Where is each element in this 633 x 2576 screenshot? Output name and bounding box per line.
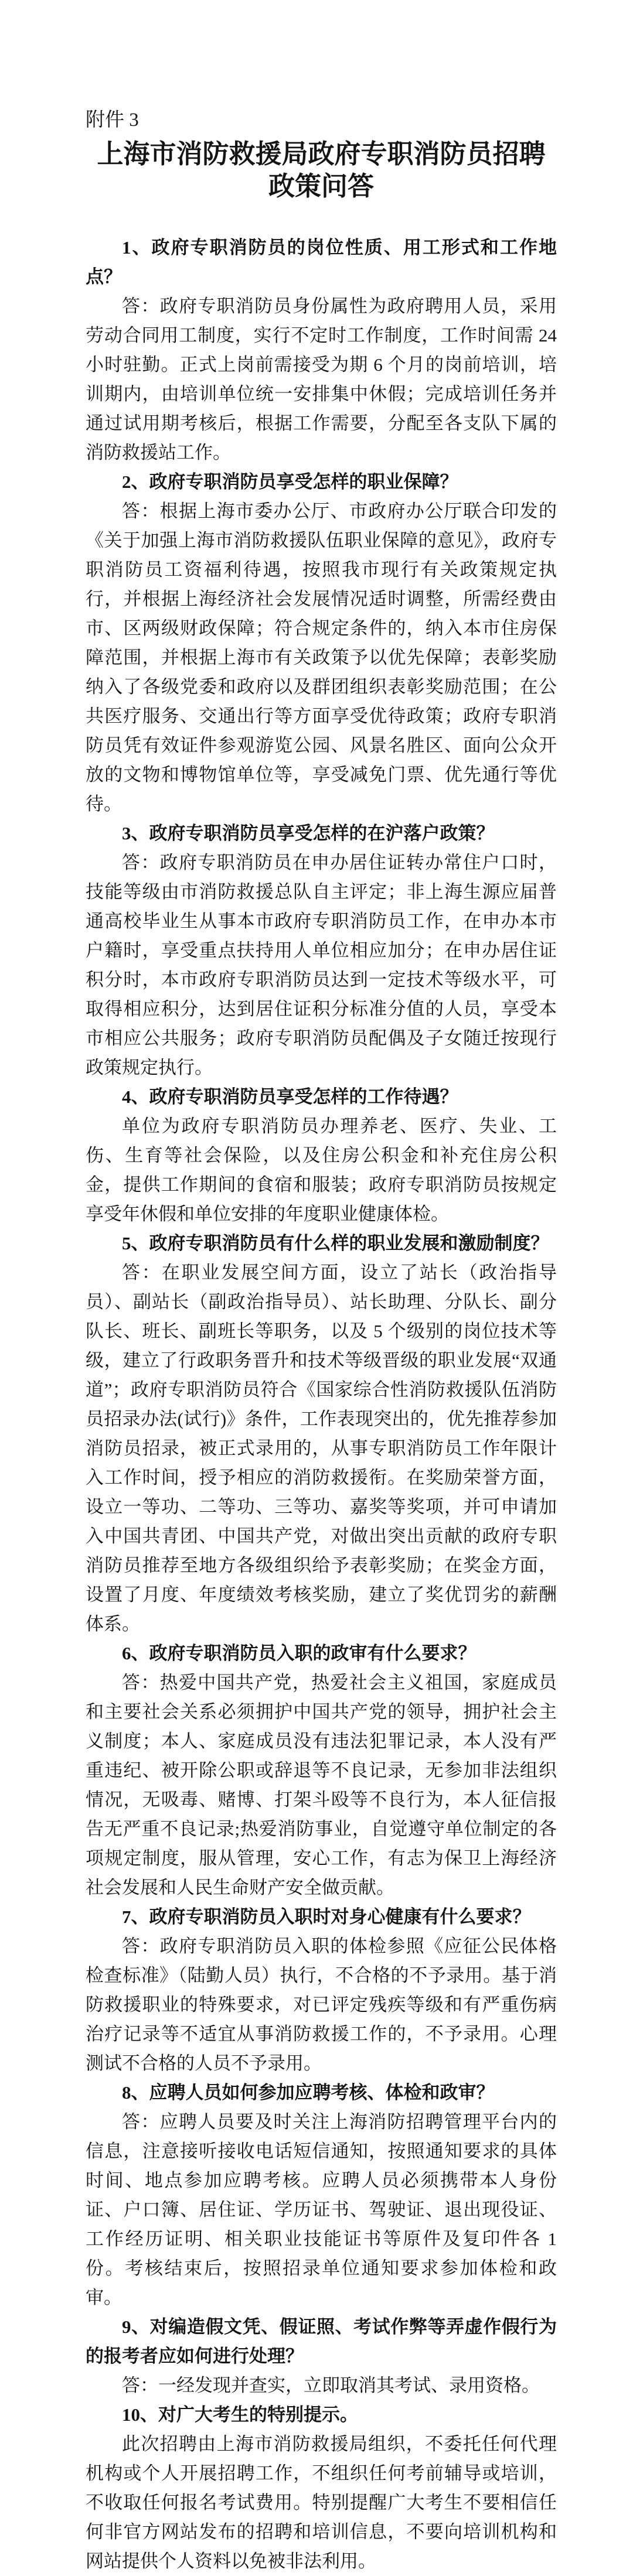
answer-paragraph: 答：一经发现并查实，立即取消其考试、录用资格。 (122, 2375, 540, 2396)
answer-paragraph: 答：在职业发展空间方面，设立了站长（政治指导员）、副站长（副政治指导员）、站长助理、分队长、副分队长、班长、副班长等职务，以及 5 个级别的岗位技术等级，建立了行政职务晋升和技术等级晋级的职业发展“双通道”；政府专职消防员符合《国家综合性消防救援队伍消防员招录办法(试行)》条件，工作表现突出的，优先推荐参加消防员招录，被正式录用的，从事专职消防员工作年限计入工作时间，授予相应的消防救援衔。在奖励荣誉方面，设立一等功、二等功、三等功、嘉奖等奖项，并可申请加入中国共青团、中国共产党，对做出突出贡献的政府专职消防员推荐至地方各级组织给予表彰奖励；在奖金方面，设置了月度、年度绩效考核奖励，建立了奖优罚劣的薪酬体系。 (86, 1262, 557, 1634)
answer-paragraph: 答：根据上海市委办公厅、市政府办公厅联合印发的《关于加强上海市消防救援队伍职业保障的意见》，政府专职消防员工资福利待遇，按照我市现行有关政策规定执行，并根据上海经济社会发展情况适时调整，所需经费由市、区两级财政保障；符合规定条件的，纳入本市住房保障范围，并根据上海市有关政策予以优先保障；表彰奖励纳入了各级党委和政府以及群团组织表彰奖励范围；在公共医疗服务、交通出行等方面享受优待政策；政府专职消防员凭有效证件参观游览公园、风景名胜区、面向公众开放的文物和博物馆单位等，享受减免门票、优先通行等优待。 (86, 501, 557, 814)
question-heading: 9、对编造假文凭、假证照、考试作弊等弄虚作假行为的报考者应如何进行处理？ (86, 2317, 557, 2366)
question-heading: 6、政府专职消防员入职的政审有什么要求？ (122, 1643, 477, 1663)
question-heading: 3、政府专职消防员享受怎样的在沪落户政策？ (122, 823, 495, 843)
question-heading: 4、政府专职消防员享受怎样的工作待遇？ (122, 1087, 458, 1107)
question-heading: 1、政府专职消防员的岗位性质、用工形式和工作地点？ (86, 237, 557, 287)
question-heading: 5、政府专职消防员有什么样的职业发展和激励制度？ (122, 1233, 549, 1253)
question-heading: 7、政府专职消防员入职时对身心健康有什么要求？ (122, 1907, 531, 1927)
document-title (86, 138, 557, 203)
question-heading: 10、对广大考生的特别提示。 (122, 2404, 358, 2425)
question-heading: 2、政府专职消防员享受怎样的职业保障？ (122, 472, 458, 492)
document-title-line1: 上海市消防救援局政府专职消防员招聘 (97, 139, 546, 169)
answer-paragraph: 答：政府专职消防员身份属性为政府聘用人员，采用劳动合同用工制度，实行不定时工作制度，工作时间需 24 小时驻勤。正式上岗前需接受为期 6 个月的岗前培训，培训期内，由培训单位统一安排集中休假；完成培训任务并通过试用期考核后，根据工作需要，分配至各支队下属的消防救援站工作。 (86, 296, 557, 463)
answer-paragraph: 答：政府专职消防员入职的体检参照《应征公民体格检查标准》（陆勤人员）执行，不合格的不予录用。基于消防救援职业的特殊要求，对已评定残疾等级和有严重伤病治疗记录等不适宜从事消防救援工作的，不予录用。心理测试不合格的人员不予录用。 (86, 1936, 557, 2073)
document-title-line2: 政策问答 (268, 172, 374, 201)
answer-paragraph: 此次招聘由上海市消防救援局组织，不委托任何代理机构或个人开展招聘工作，不组织任何考前辅导或培训，不收取任何报名考试费用。特别提醒广大考生不要相信任何非官方网站发布的招聘和培训信息，不要向培训机构和网站提供个人资料以免被非法利用。 (86, 2434, 557, 2571)
answer-paragraph: 单位为政府专职消防员办理养老、医疗、失业、工伤、生育等社会保险，以及住房公积金和补充住房公积金，提供工作期间的食宿和服装；政府专职消防员按规定享受年休假和单位安排的年度职业健康体检。 (86, 1116, 557, 1224)
answer-paragraph: 答：应聘人员要及时关注上海消防招聘管理平台内的信息，注意接听接收电话短信通知，按照通知要求的具体时间、地点参加应聘考核。应聘人员必须携带本人身份证、户口簿、居住证、学历证书、驾驶证、退出现役证、工作经历证明、相关职业技能证书等原件及复印件各 1 份。考核结束后，按照招录单位通知要求参加体检和政审。 (86, 2112, 557, 2308)
question-heading: 8、应聘人员如何参加应聘考核、体检和政审？ (122, 2082, 495, 2103)
answer-paragraph: 答：热爱中国共产党，热爱社会主义祖国，家庭成员和主要社会关系必须拥护中国共产党的领导，拥护社会主义制度；本人、家庭成员没有违法犯罪记录，本人没有严重违纪、被开除公职或辞退等不良记录，无参加非法组织情况，无吸毒、赌博、打架斗殴等不良行为，本人征信报告无严重不良记录;热爱消防事业，自觉遵守单位制定的各项规定制度，服从管理，安心工作，有志为保卫上海经济社会发展和人民生命财产安全做贡献。 (86, 1672, 557, 1898)
answer-paragraph: 答：政府专职消防员在申办居住证转办常住户口时，技能等级由市消防救援总队自主评定；非上海生源应届普通高校毕业生从事本市政府专职消防员工作，在申办本市户籍时，享受重点扶持用人单位相应加分；在申办居住证积分时，本市政府专职消防员达到一定技术等级水平，可取得相应积分，达到居住证积分标准分值的人员，享受本市相应公共服务；政府专职消防员配偶及子女随迁按现行政策规定执行。 (86, 852, 557, 1078)
qa-list (86, 233, 557, 2576)
attachment-label: 附件 3 (86, 110, 139, 131)
